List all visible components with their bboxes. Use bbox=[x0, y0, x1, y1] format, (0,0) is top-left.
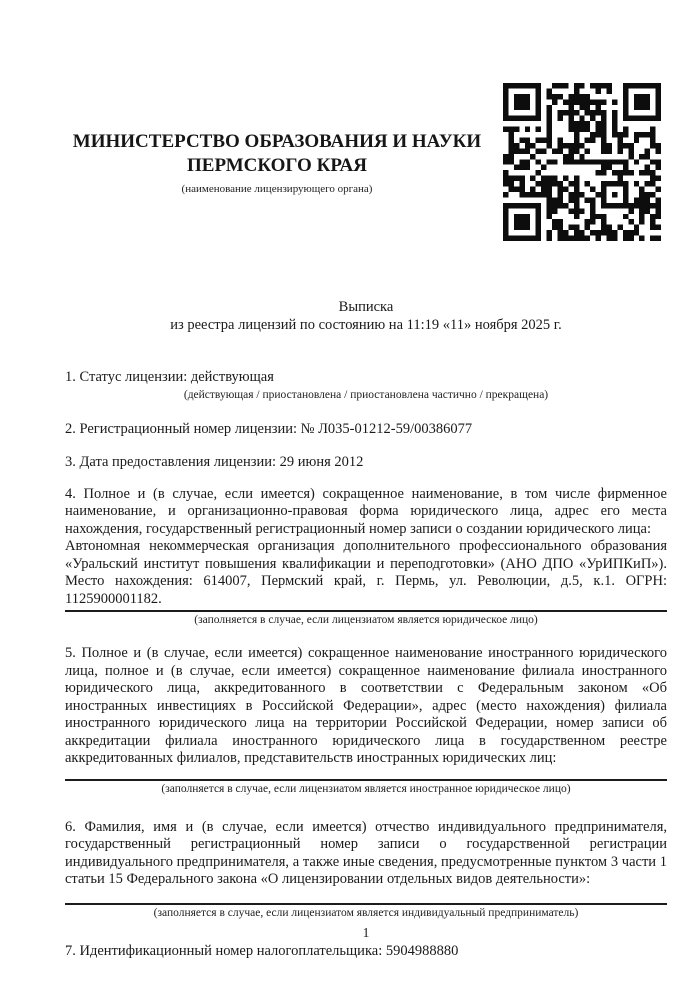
page-number: 1 bbox=[362, 925, 370, 940]
fill-line bbox=[65, 903, 667, 905]
fill-line bbox=[65, 610, 667, 612]
legal-entity-label: 4. Полное и (в случае, если имеется) сокращенное наименование, в том числе фирменное наименование, и организационно-правовая форма юридического лица, адрес его места нахождения, государственный регистрационный номер записи о создании юридического лица: bbox=[65, 485, 667, 537]
extract-title: Выписка bbox=[338, 299, 394, 315]
registration-number-text: 2. Регистрационный номер лицензии: № Л035-01212-59/00386077 bbox=[65, 420, 473, 437]
entrepreneur-label: 6. Фамилия, имя и (в случае, если имеется) отчество индивидуального предпринимателя, государственный регистрационный номер записи о государственной регистрации индивидуального предпринимателя, а также иные сведения, предусмотренные пунктом 3 части 1 статьи 15 Федерального закона «О лицензировании отдельных видов деятельности»: bbox=[65, 818, 667, 887]
fill-line bbox=[65, 779, 667, 781]
item-foreign-entity bbox=[65, 645, 667, 797]
foreign-entity-label: 5. Полное и (в случае, если имеется) сокращенное наименование иностранного юридического лица, полное и (в случае, если имеется) сокращенное наименование филиала иностранного юридического лица, аккредитованного в соответствии с Федеральным законом «Об иностранных инвестициях в Российской Федерации», адрес (место нахождения) филиала иностранного юридического лица на территории Российской Федерации, номер записи об аккредитации филиала иностранного юридического лица в государственном реестре аккредитованных филиалов, представительств иностранных юридических лиц: bbox=[65, 645, 667, 766]
license-status-text: 1. Статус лицензии: действующая bbox=[65, 369, 274, 385]
item-legal-entity bbox=[65, 486, 667, 629]
issuing-authority-header bbox=[62, 130, 492, 196]
item-grant-date bbox=[65, 454, 667, 472]
extract-status-line: из реестра лицензий по состоянию на 11:19 «11» ноября 2025 г. bbox=[170, 316, 562, 333]
foreign-entity-note: (заполняется в случае, если лицензиатом является иностранное юридическое лицо) bbox=[161, 782, 571, 795]
grant-date-text: 3. Дата предоставления лицензии: 29 июня 2012 bbox=[65, 454, 364, 470]
license-status-note: (действующая / приостановлена / приостановлена частично / прекращена) bbox=[183, 388, 549, 401]
item-registration-number bbox=[65, 421, 667, 439]
qr-code-icon bbox=[503, 83, 661, 241]
ministry-title: МИНИСТЕРСТВО ОБРАЗОВАНИЯ И НАУКИ ПЕРМСКОГО КРАЯ bbox=[72, 131, 482, 176]
entrepreneur-note: (заполняется в случае, если лицензиатом является индивидуальный предприниматель) bbox=[153, 906, 579, 919]
taxpayer-number-text: 7. Идентификационный номер налогоплательщика: 5904988880 bbox=[65, 942, 459, 959]
item-individual-entrepreneur bbox=[65, 819, 667, 921]
document-body bbox=[65, 369, 667, 960]
extract-heading bbox=[65, 299, 667, 334]
legal-entity-note: (заполняется в случае, если лицензиатом является юридическое лицо) bbox=[194, 614, 538, 626]
item-license-status bbox=[65, 369, 667, 403]
legal-entity-value: Автономная некоммерческая организация дополнительного профессионального образования «Уральский институт повышения квалификации и переподготовки» (АНО ДПО «УрИПКиП»). Место нахождения: 614007, Пермский край, г. Пермь, ул. Революции, д.5, к.1. ОГРН: 1125900001182. bbox=[65, 538, 667, 607]
ministry-subtitle: (наименование лицензирующего органа) bbox=[181, 183, 373, 195]
item-taxpayer-number bbox=[65, 943, 667, 961]
